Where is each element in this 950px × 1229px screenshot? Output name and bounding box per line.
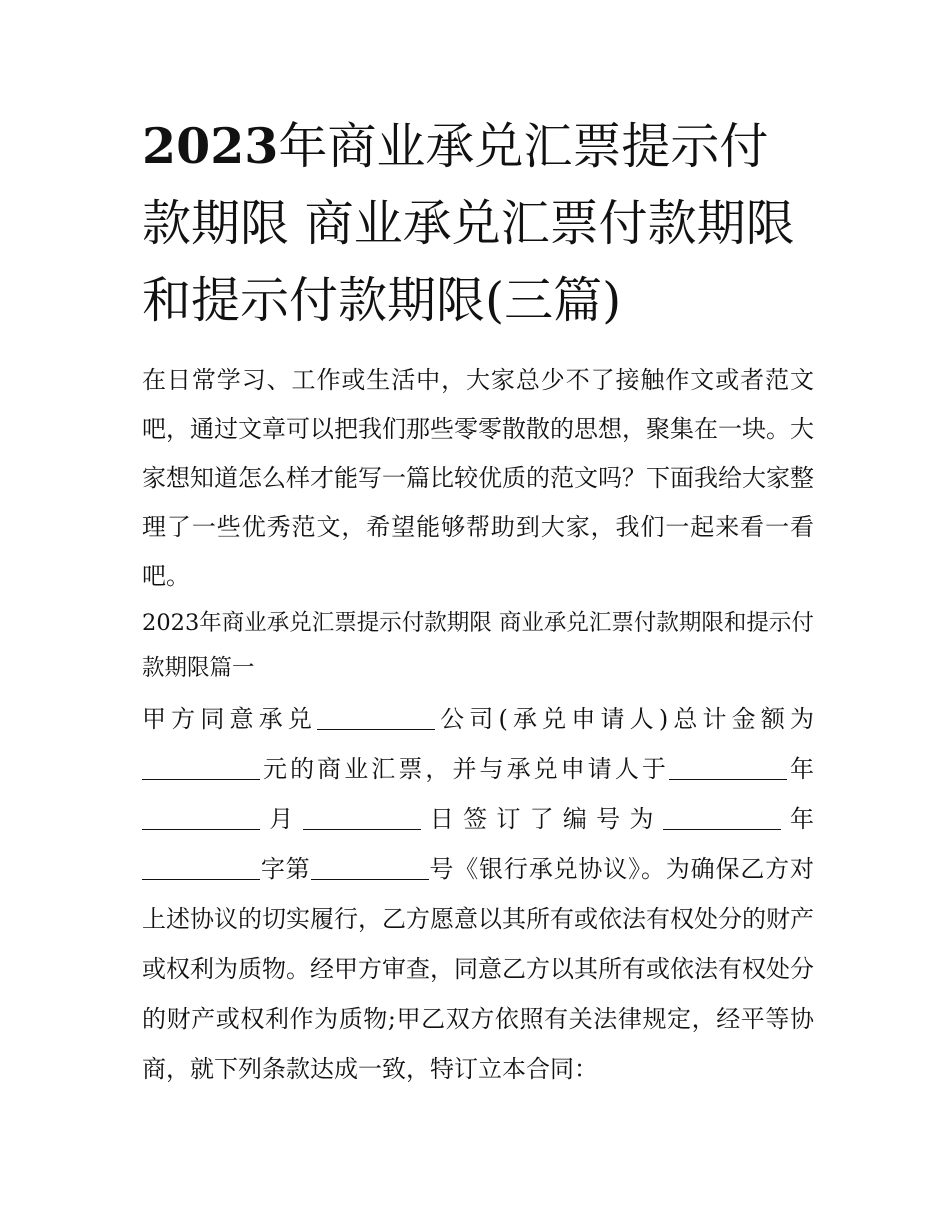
contract-text-6: 日签订了编号为 [420,805,663,833]
blank-year[interactable] [669,753,787,780]
contract-text-7: 年 [780,805,815,833]
contract-text-9: 号《银行承兑协议》。为确保乙方对上述协议的切实履行，乙方愿意以其所有或依法有权处分的财产或权利为质物。经甲方审查，同意乙方以其所有或依法有权处分的财产或权利作为质物;甲乙双方依照有关法律规定，经平等协商，就下列条款达成一致，特订立本合同： [142,855,815,1083]
contract-text-8: 字第 [260,855,311,883]
blank-month[interactable] [142,803,260,830]
title-year: 2023 [142,117,279,175]
contract-text-4: 年 [786,755,815,783]
blank-day[interactable] [303,803,421,830]
section-heading: 2023年商业承兑汇票提示付款期限 商业承兑汇票付款期限和提示付款期限篇一 [142,610,814,681]
contract-text-5: 月 [260,805,303,833]
blank-agreement-prefix[interactable] [142,853,260,880]
contract-paragraph [142,694,814,1094]
document-content [142,108,814,1094]
blank-agreement-year[interactable] [663,803,781,830]
contract-text-3: 元的商业汇票，并与承兑申请人于 [260,755,669,783]
blank-company[interactable] [317,703,435,730]
title-text: 年商业承兑汇票提示付款期限 商业承兑汇票付款期限和提示付款期限(三篇) [142,118,795,329]
document-title [142,108,814,339]
intro-paragraph: 在日常学习、工作或生活中，大家总少不了接触作文或者范文吧，通过文章可以把我们那些零零散散的思想，聚集在一块。大家想知道怎么样才能写一篇比较优质的范文吗？下面我给大家整理了一些优秀范文，希望能够帮助到大家，我们一起来看一看吧。 [142,366,814,590]
blank-amount[interactable] [142,753,260,780]
contract-text-2: 公司(承兑申请人)总计金额为 [434,705,814,733]
contract-text-1: 甲方同意承兑 [142,705,317,733]
blank-agreement-number[interactable] [311,853,429,880]
